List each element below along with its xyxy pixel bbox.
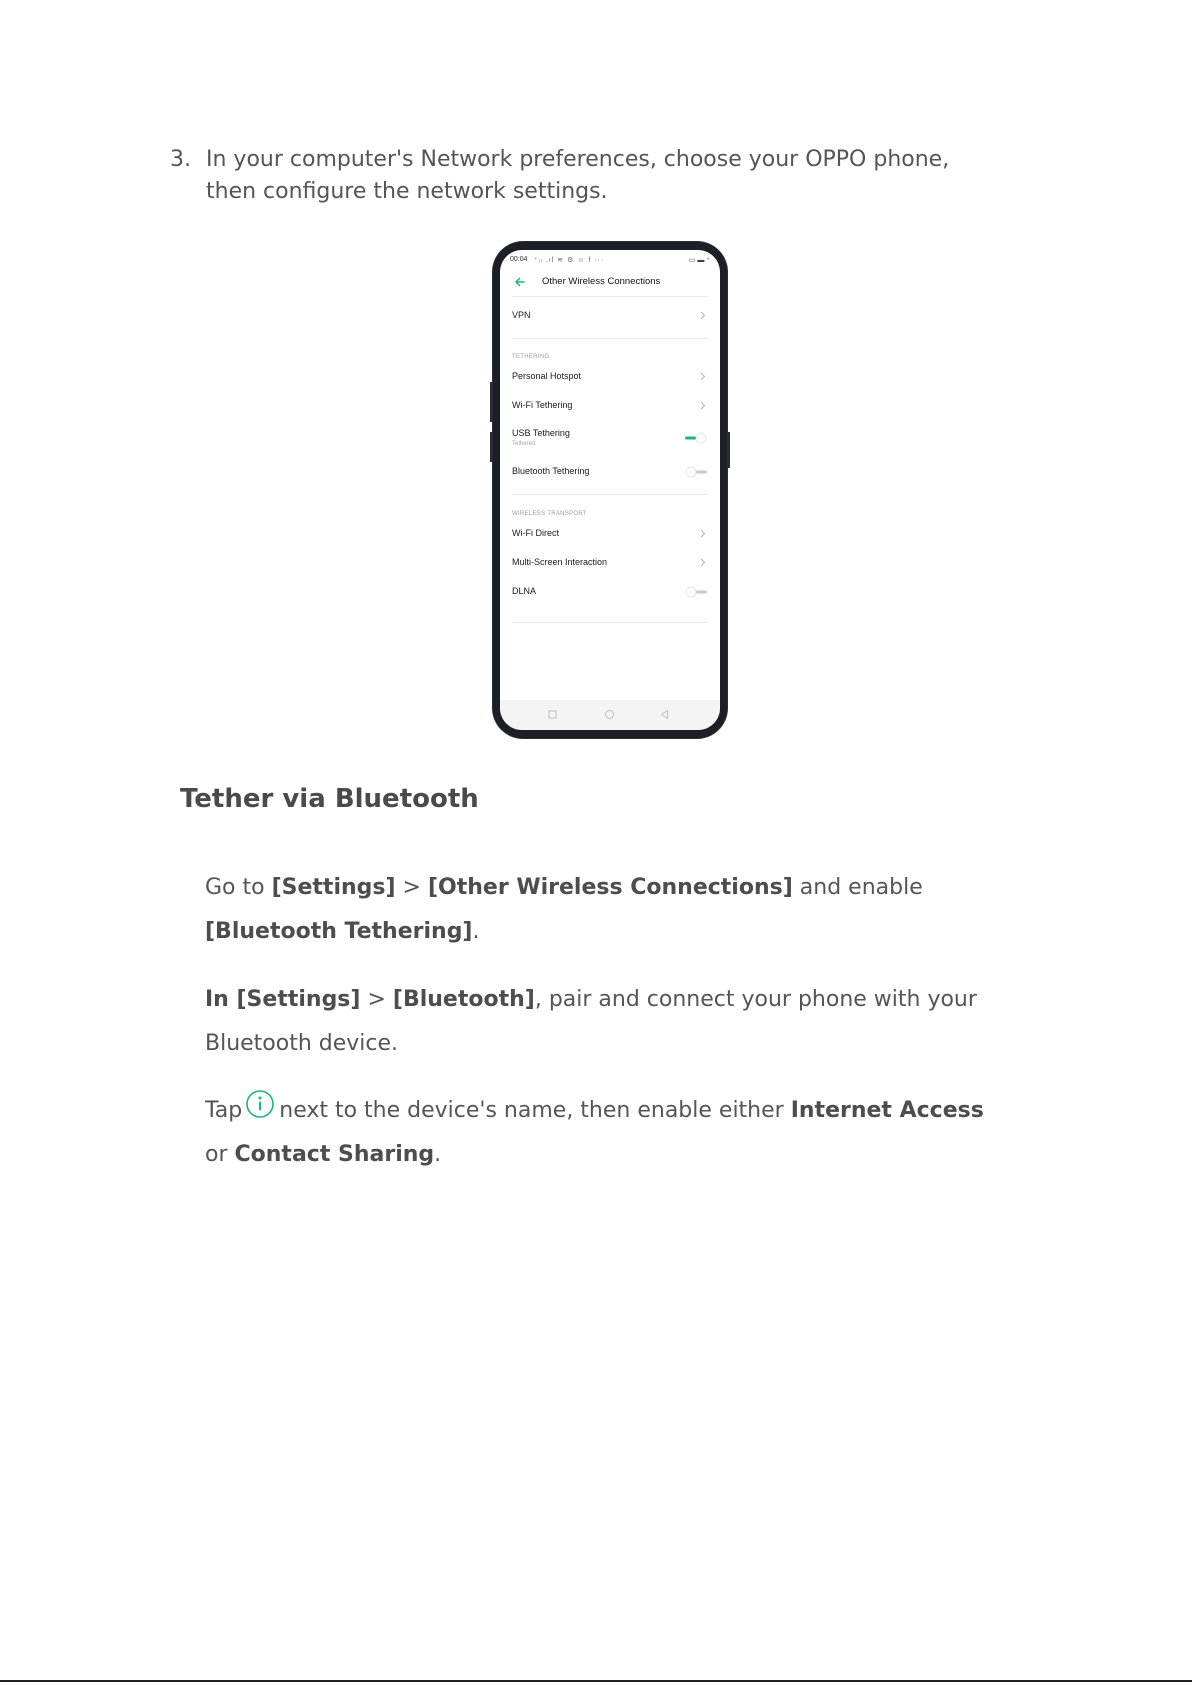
divider bbox=[512, 338, 708, 339]
row-wifi-direct[interactable] bbox=[512, 522, 708, 546]
status-bar bbox=[510, 256, 710, 266]
row-dlna[interactable] bbox=[512, 580, 708, 604]
chevron-right-icon bbox=[700, 311, 706, 320]
text: , pair and connect your phone with your Bluetooth device. bbox=[205, 987, 977, 1056]
row-label: Bluetooth Tethering bbox=[512, 466, 590, 476]
other-wireless-connections-label: [Other Wireless Connections] bbox=[427, 875, 793, 900]
divider bbox=[512, 296, 708, 297]
chevron-right-icon bbox=[700, 401, 706, 410]
battery-icon: ▭ ▬ ⁺ bbox=[688, 257, 710, 264]
row-label: Wi-Fi Tethering bbox=[512, 400, 573, 410]
info-icon bbox=[245, 1089, 275, 1119]
row-label: Wi-Fi Direct bbox=[512, 528, 559, 538]
row-wifi-tethering[interactable] bbox=[512, 394, 708, 418]
page-bottom-rule bbox=[0, 1680, 1192, 1682]
section-label-wireless-transport: WIRELESS TRANSPORT bbox=[512, 511, 587, 517]
row-label: Multi-Screen Interaction bbox=[512, 557, 608, 567]
bluetooth-label: [Bluetooth] bbox=[392, 987, 535, 1012]
divider bbox=[512, 622, 708, 623]
chevron-right-icon bbox=[700, 372, 706, 381]
row-label: USB Tethering bbox=[512, 428, 570, 438]
dlna-toggle[interactable] bbox=[684, 586, 708, 598]
screen-header bbox=[500, 272, 720, 294]
screen-title: Other Wireless Connections bbox=[542, 276, 661, 287]
section-label-tethering: TETHERING bbox=[512, 354, 550, 360]
row-label: VPN bbox=[512, 310, 531, 320]
back-nav-icon[interactable] bbox=[659, 709, 670, 720]
phone-side-button bbox=[490, 432, 493, 462]
phone-screen bbox=[500, 250, 720, 730]
phone-screenshot bbox=[493, 242, 727, 738]
chevron-right-icon bbox=[700, 529, 706, 538]
bluetooth-tethering-toggle[interactable] bbox=[684, 466, 708, 478]
phone-power-button bbox=[727, 432, 730, 468]
row-bluetooth-tethering[interactable] bbox=[512, 460, 708, 484]
internet-access-label: Internet Access bbox=[790, 1098, 984, 1123]
paragraph-tap-info bbox=[205, 1089, 1005, 1177]
row-sublabel: Tethered bbox=[512, 441, 536, 447]
back-arrow-icon[interactable] bbox=[514, 276, 526, 288]
usb-tethering-toggle[interactable] bbox=[684, 432, 708, 444]
home-icon[interactable] bbox=[604, 709, 615, 720]
row-vpn[interactable] bbox=[512, 304, 708, 328]
text: . bbox=[434, 1142, 442, 1167]
row-usb-tethering[interactable] bbox=[512, 422, 708, 452]
text: or bbox=[205, 1142, 235, 1167]
text: Go to bbox=[205, 875, 272, 900]
recent-apps-icon[interactable] bbox=[547, 709, 558, 720]
step-3 bbox=[170, 144, 970, 208]
status-icons: ⁺ᵢₗ .ıl ≋ ⚙ ☺ f ··· bbox=[534, 257, 605, 264]
bluetooth-tethering-label: [Bluetooth Tethering] bbox=[205, 919, 473, 944]
paragraph-pair-bluetooth bbox=[205, 978, 1005, 1066]
row-multi-screen-interaction[interactable] bbox=[512, 551, 708, 575]
text: > bbox=[360, 987, 393, 1012]
text: next to the device's name, then enable either bbox=[279, 1098, 791, 1123]
phone-volume-button bbox=[490, 382, 493, 422]
row-label: Personal Hotspot bbox=[512, 371, 582, 381]
contact-sharing-label: Contact Sharing bbox=[234, 1142, 435, 1167]
chevron-right-icon bbox=[700, 558, 706, 567]
row-label: DLNA bbox=[512, 586, 537, 596]
row-personal-hotspot[interactable] bbox=[512, 365, 708, 389]
divider bbox=[512, 494, 708, 495]
in-settings-label: In [Settings] bbox=[205, 987, 361, 1012]
settings-label: [Settings] bbox=[271, 875, 396, 900]
step-text: In your computer's Network preferences, choose your OPPO phone, then configure the network settings. bbox=[206, 147, 950, 204]
text: and enable bbox=[792, 875, 923, 900]
step-number: 3. bbox=[170, 147, 191, 172]
text: . bbox=[472, 919, 480, 944]
status-time: 00:04 bbox=[510, 256, 528, 263]
text: > bbox=[395, 875, 428, 900]
nav-bar bbox=[500, 700, 720, 730]
section-title: Tether via Bluetooth bbox=[180, 784, 479, 814]
paragraph-go-to-settings bbox=[205, 866, 1005, 954]
text: Tap bbox=[205, 1098, 243, 1123]
